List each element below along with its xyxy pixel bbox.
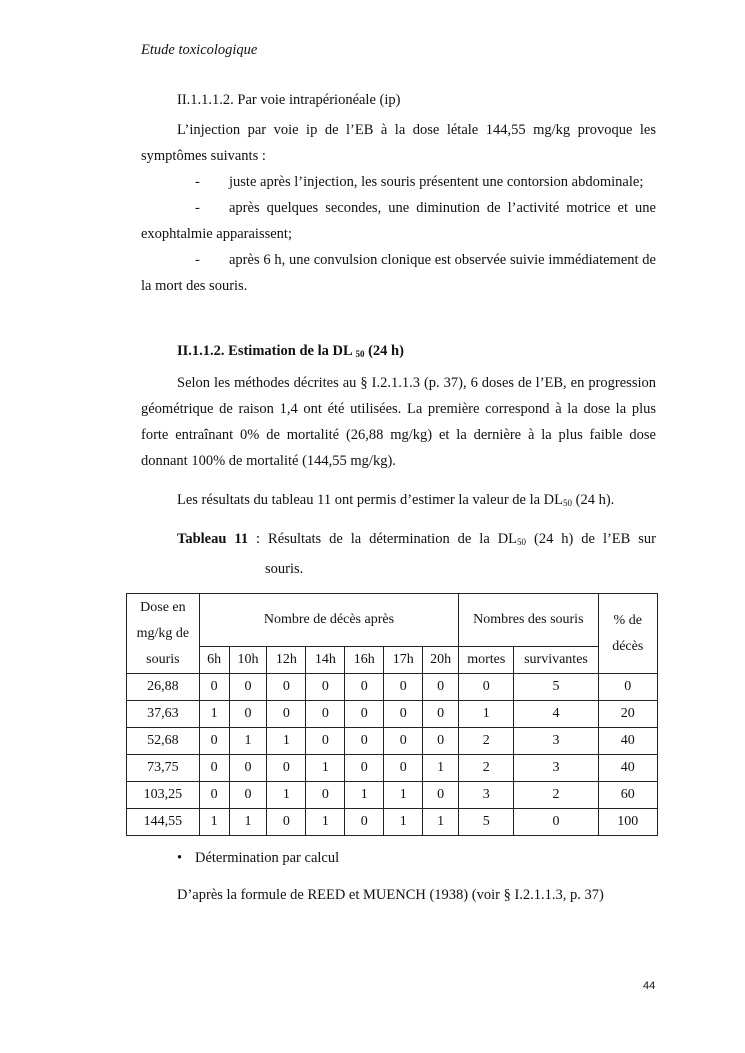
list-item xyxy=(141,247,656,299)
pct-cell: 40 xyxy=(598,728,658,755)
table-subheader-row xyxy=(127,647,658,674)
death-count-cell: 1 xyxy=(267,782,306,809)
survivor-cell: 3 xyxy=(514,755,598,782)
death-count-cell: 0 xyxy=(423,701,459,728)
dose-cell: 37,63 xyxy=(127,701,200,728)
death-count-cell: 0 xyxy=(267,674,306,701)
death-count-cell: 1 xyxy=(199,701,229,728)
pct-cell: 20 xyxy=(598,701,658,728)
death-count-cell: 0 xyxy=(345,701,384,728)
list-dash: - xyxy=(195,174,200,190)
pct-cell: 60 xyxy=(598,782,658,809)
time-header: 20h xyxy=(423,647,459,674)
table-caption xyxy=(177,526,656,583)
bullet-dot: • xyxy=(177,850,183,866)
results-paragraph xyxy=(141,487,656,516)
death-count-cell: 0 xyxy=(229,701,267,728)
table-row xyxy=(127,755,658,782)
death-count-cell: 0 xyxy=(345,728,384,755)
dead-cell: 1 xyxy=(459,701,514,728)
table-body xyxy=(127,674,658,836)
time-header: 10h xyxy=(229,647,267,674)
table-row xyxy=(127,674,658,701)
time-header: 12h xyxy=(267,647,306,674)
time-header: 14h xyxy=(306,647,345,674)
death-count-cell: 0 xyxy=(384,755,423,782)
dead-cell: 2 xyxy=(459,728,514,755)
results-table xyxy=(126,593,658,836)
section-heading-ip xyxy=(141,87,656,113)
death-count-cell: 0 xyxy=(345,809,384,836)
death-count-cell: 0 xyxy=(384,728,423,755)
dead-cell: 0 xyxy=(459,674,514,701)
dose-cell: 26,88 xyxy=(127,674,200,701)
dose-cell: 73,75 xyxy=(127,755,200,782)
bullet-text: Détermination par calcul xyxy=(195,850,340,866)
death-count-cell: 0 xyxy=(306,728,345,755)
death-count-cell: 1 xyxy=(384,782,423,809)
caption-line-2: souris. xyxy=(265,561,304,577)
death-count-cell: 1 xyxy=(229,809,267,836)
death-count-cell: 1 xyxy=(384,809,423,836)
running-header: Etude toxicologique xyxy=(141,42,258,58)
dose-cell: 144,55 xyxy=(127,809,200,836)
time-header: 6h xyxy=(199,647,229,674)
death-count-cell: 0 xyxy=(229,674,267,701)
section-heading-ip-text: II.1.1.1.2. Par voie intrapérionéale (ip) xyxy=(177,92,401,108)
death-count-cell: 1 xyxy=(306,755,345,782)
death-count-cell: 0 xyxy=(267,809,306,836)
death-count-cell: 1 xyxy=(229,728,267,755)
header-pct: % de décès xyxy=(598,594,658,674)
formula-paragraph: D’après la formule de REED et MUENCH (1938) (voir § I.2.1.1.3, p. 37) xyxy=(177,887,604,903)
caption-label: Tableau 11 xyxy=(177,531,249,547)
death-count-cell: 1 xyxy=(423,809,459,836)
survivor-cell: 5 xyxy=(514,674,598,701)
death-count-cell: 0 xyxy=(199,755,229,782)
time-header: 16h xyxy=(345,647,384,674)
death-count-cell: 0 xyxy=(306,674,345,701)
death-count-cell: 0 xyxy=(229,782,267,809)
survivor-cell: 3 xyxy=(514,728,598,755)
death-count-cell: 0 xyxy=(423,674,459,701)
death-count-cell: 0 xyxy=(423,728,459,755)
pct-cell: 100 xyxy=(598,809,658,836)
death-count-cell: 0 xyxy=(384,701,423,728)
dose-cell: 52,68 xyxy=(127,728,200,755)
results-paragraph-post: (24 h). xyxy=(572,492,615,508)
death-count-cell: 0 xyxy=(345,755,384,782)
dead-cell: 5 xyxy=(459,809,514,836)
count-header: survivantes xyxy=(514,647,598,674)
death-count-cell: 0 xyxy=(199,674,229,701)
death-count-cell: 0 xyxy=(306,782,345,809)
death-count-cell: 0 xyxy=(229,755,267,782)
caption-text-post: (24 h) de l’EB sur xyxy=(526,531,656,547)
ip-intro-paragraph: L’injection par voie ip de l’EB à la dose létale 144,55 mg/kg provoque les symptômes suivants : xyxy=(141,122,656,164)
survivor-cell: 0 xyxy=(514,809,598,836)
list-item-text: juste après l’injection, les souris présentent une contorsion abdominale; xyxy=(229,174,644,190)
list-item-text: après 6 h, une convulsion clonique est observée suivie immédiatement de la mort des souris. xyxy=(141,252,656,294)
results-paragraph-sub: 50 xyxy=(563,498,573,508)
symptom-list xyxy=(141,169,656,299)
header-dose: Dose en mg/kg de souris xyxy=(127,594,200,674)
list-item-text: après quelques secondes, une diminution de l’activité motrice et une exophtalmie apparaissent; xyxy=(141,200,656,242)
results-paragraph-pre: Les résultats du tableau 11 ont permis d’estimer la valeur de la DL xyxy=(177,492,564,508)
death-count-cell: 1 xyxy=(306,809,345,836)
table-row xyxy=(127,701,658,728)
death-count-cell: 0 xyxy=(199,728,229,755)
header-counts: Nombres des souris xyxy=(459,594,598,647)
table-row xyxy=(127,809,658,836)
table-row xyxy=(127,782,658,809)
survivor-cell: 2 xyxy=(514,782,598,809)
dl50-heading-post: (24 h) xyxy=(368,343,404,359)
time-header: 17h xyxy=(384,647,423,674)
caption-text-pre: : Résultats de la détermination de la DL xyxy=(248,531,518,547)
death-count-cell: 1 xyxy=(267,728,306,755)
death-count-cell: 1 xyxy=(423,755,459,782)
list-item xyxy=(141,169,656,195)
dl50-heading-sub: 50 xyxy=(355,349,365,359)
survivor-cell: 4 xyxy=(514,701,598,728)
death-count-cell: 0 xyxy=(423,782,459,809)
pct-cell: 0 xyxy=(598,674,658,701)
list-dash: - xyxy=(195,252,200,268)
death-count-cell: 1 xyxy=(345,782,384,809)
death-count-cell: 0 xyxy=(267,701,306,728)
death-count-cell: 0 xyxy=(306,701,345,728)
dose-cell: 103,25 xyxy=(127,782,200,809)
count-header: mortes xyxy=(459,647,514,674)
table-header-row xyxy=(127,594,658,647)
methods-paragraph: Selon les méthodes décrites au § I.2.1.1.3 (p. 37), 6 doses de l’EB, en progression géométrique de raison 1,4 ont été utilisées. La première correspond à la dose la plus forte entraînant 0% de mortalité (26,88 mg/kg) et la dernière à la plus faible dose donnant 100% de mortalité (144,55 mg/kg). xyxy=(141,375,656,469)
death-count-cell: 0 xyxy=(345,674,384,701)
section-heading-dl50 xyxy=(141,338,656,367)
death-count-cell: 1 xyxy=(199,809,229,836)
dead-cell: 3 xyxy=(459,782,514,809)
dl50-heading-pre: II.1.1.2. Estimation de la DL xyxy=(177,343,352,359)
dead-cell: 2 xyxy=(459,755,514,782)
death-count-cell: 0 xyxy=(199,782,229,809)
list-item xyxy=(141,195,656,247)
calc-bullet xyxy=(141,845,656,871)
header-deaths: Nombre de décès après xyxy=(199,594,458,647)
caption-line-1 xyxy=(177,526,656,556)
caption-sub: 50 xyxy=(517,537,527,547)
list-dash: - xyxy=(195,200,200,216)
pct-cell: 40 xyxy=(598,755,658,782)
page-number: 44 xyxy=(643,980,656,992)
death-count-cell: 0 xyxy=(384,674,423,701)
death-count-cell: 0 xyxy=(267,755,306,782)
table-row xyxy=(127,728,658,755)
